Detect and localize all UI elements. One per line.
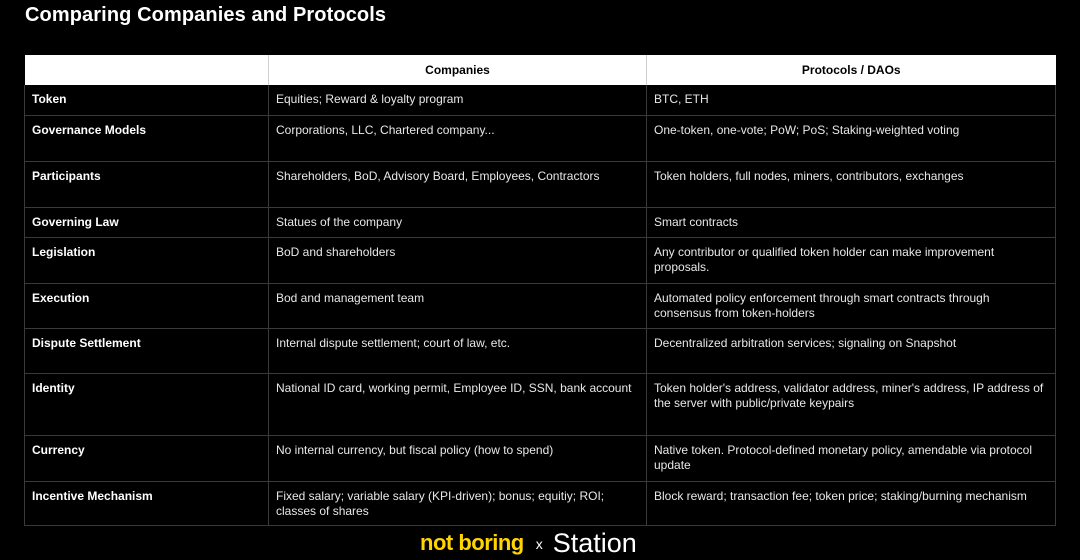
table-header-row: [25, 55, 1056, 85]
row-label: Legislation: [25, 237, 269, 283]
brand-separator: x: [535, 536, 543, 552]
table-row: [25, 373, 1056, 435]
companies-cell: Fixed salary; variable salary (KPI-driven); bonus; equitiy; ROI; classes of shares: [269, 481, 647, 525]
table-row: [25, 237, 1056, 283]
table-row: [25, 435, 1056, 481]
companies-cell: Bod and management team: [269, 283, 647, 328]
companies-cell: Statues of the company: [269, 207, 647, 237]
companies-cell: BoD and shareholders: [269, 237, 647, 283]
row-label: Governing Law: [25, 207, 269, 237]
protocols-cell: Decentralized arbitration services; signaling on Snapshot: [647, 328, 1056, 373]
table-row: [25, 85, 1056, 115]
header-protocols: Protocols / DAOs: [647, 55, 1056, 85]
companies-cell: Equities; Reward & loyalty program: [269, 85, 647, 115]
companies-cell: Shareholders, BoD, Advisory Board, Employees, Contractors: [269, 161, 647, 207]
protocols-cell: Automated policy enforcement through smart contracts through consensus from token-holders: [647, 283, 1056, 328]
row-label: Currency: [25, 435, 269, 481]
table-row: [25, 115, 1056, 161]
protocols-cell: Any contributor or qualified token holder can make improvement proposals.: [647, 237, 1056, 283]
table-row: [25, 283, 1056, 328]
row-label: Incentive Mechanism: [25, 481, 269, 525]
protocols-cell: Native token. Protocol-defined monetary policy, amendable via protocol update: [647, 435, 1056, 481]
protocols-cell: Token holders, full nodes, miners, contributors, exchanges: [647, 161, 1056, 207]
row-label: Participants: [25, 161, 269, 207]
header-companies: Companies: [269, 55, 647, 85]
protocols-cell: One-token, one-vote; PoW; PoS; Staking-weighted voting: [647, 115, 1056, 161]
row-label: Governance Models: [25, 115, 269, 161]
protocols-cell: Block reward; transaction fee; token price; staking/burning mechanism: [647, 481, 1056, 525]
row-label: Dispute Settlement: [25, 328, 269, 373]
footer-branding: [420, 530, 637, 560]
protocols-cell: Smart contracts: [647, 207, 1056, 237]
not-boring-logo: not boring: [420, 530, 524, 555]
companies-cell: National ID card, working permit, Employee ID, SSN, bank account: [269, 373, 647, 435]
page-title: Comparing Companies and Protocols: [25, 4, 387, 26]
row-label: Token: [25, 85, 269, 115]
table-row: [25, 207, 1056, 237]
comparison-table: [24, 55, 1056, 526]
table-row: [25, 328, 1056, 373]
protocols-cell: Token holder's address, validator address, miner's address, IP address of the server with public/private keypairs: [647, 373, 1056, 435]
table-row: [25, 161, 1056, 207]
header-empty: [25, 55, 269, 85]
row-label: Execution: [25, 283, 269, 328]
station-logo: Station: [552, 528, 637, 558]
companies-cell: Internal dispute settlement; court of law, etc.: [269, 328, 647, 373]
table-row: [25, 481, 1056, 525]
companies-cell: Corporations, LLC, Chartered company...: [269, 115, 647, 161]
row-label: Identity: [25, 373, 269, 435]
companies-cell: No internal currency, but fiscal policy (how to spend): [269, 435, 647, 481]
protocols-cell: BTC, ETH: [647, 85, 1056, 115]
